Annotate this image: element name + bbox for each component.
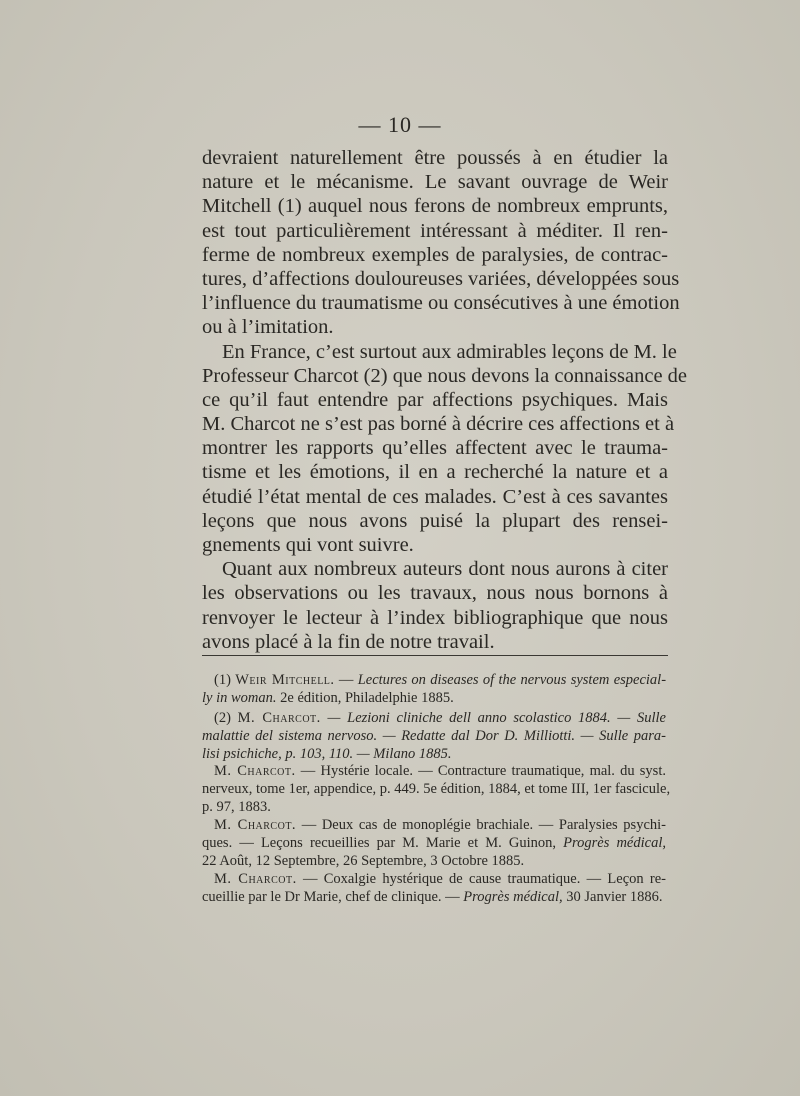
- text-line: tisme et les émotions, il en a recherché la nature et a: [202, 461, 668, 484]
- footnote-marker: (2): [214, 709, 231, 726]
- footnote-1: (1) Weir Mitchell. — Lectures on diseases of the nervous system especial- ly in woman. 2e édition, Philadelphie 1885.: [202, 672, 667, 706]
- footnote-3: M. Charcot. — Hystérie locale. — Contracture traumatique, mal. du syst. nerveux, tome 1er, appendice, p. 449. 5e édition, 1884, et tome III, 1er fascicule, p. 97, 1883.: [202, 763, 671, 816]
- text-line: M. Charcot ne s’est pas borné à décrire ces affections et à: [202, 413, 675, 436]
- text-line: ce qu’il faut entendre par affections psychiques. Mais: [202, 388, 668, 411]
- text-line: ferme de nombreux exemples de paralysies, de contrac-: [202, 243, 668, 266]
- text-line: montrer les rapports qu’elles affectent avec le trauma-: [202, 437, 668, 460]
- footnote-2: (2) M. Charcot. — Lezioni cliniche dell anno scolastico 1884. — Sulle malattie del sistema nervoso. — Redatte dal Dor D. Milliotti. — Sulle para- lisi psichiche, p. 103, 110. — Milano 1885.: [202, 709, 666, 762]
- footnote-4: M. Charcot. — Deux cas de monoplégie brachiale. — Paralysies psychi- ques. — Leçons recueillies par M. Marie et M. Guinon, Progrès médical, 22 Août, 12 Septembre, 26 Septembre, 3 Octobre 1885.: [202, 817, 666, 869]
- footnote-author: M. Charcot.: [237, 709, 321, 726]
- text-line: gnements qui vont suivre.: [202, 534, 414, 556]
- main-text: [202, 146, 688, 654]
- paragraph-1: [202, 146, 680, 340]
- text-line: Professeur Charcot (2) que nous devons la connaissance de: [202, 364, 688, 387]
- footnote-author: M. Charcot.: [214, 763, 296, 780]
- text-line: l’influence du traumatisme ou consécutives à une émotion: [202, 292, 680, 315]
- text-line: ou à l’imitation.: [202, 316, 334, 339]
- footnote-author: Weir Mitchell.: [235, 672, 335, 688]
- text-line: En France, c’est surtout aux admirables leçons de M. le: [222, 340, 677, 363]
- text-line: renvoyer le lecteur à l’index bibliographique que nous: [202, 606, 668, 629]
- text-line: étudié l’état mental de ces malades. C’est à ces savantes: [202, 485, 668, 508]
- footnote-title: ly in woman.: [202, 689, 277, 706]
- text-line: Mitchell (1) auquel nous ferons de nombreux emprunts,: [202, 195, 668, 218]
- text-line: Quant aux nombreux auteurs dont nous aurons à citer: [222, 558, 668, 581]
- text-line: nature et le mécanisme. Le savant ouvrage de Weir: [202, 171, 668, 194]
- text-line: devraient naturellement être poussés à en étudier la: [202, 147, 668, 169]
- footnote-marker: (1): [214, 672, 231, 688]
- footnote-author: M. Charcot.: [214, 870, 297, 887]
- footnote-author: M. Charcot.: [214, 817, 297, 834]
- text-line: est tout particulièrement intéressant à méditer. Il ren-: [202, 219, 668, 242]
- footnotes: [202, 672, 671, 907]
- text-line: tures, d’affections douloureuses variées, développées sous: [202, 267, 680, 290]
- text-line: les observations ou les travaux, nous nous bornons à: [202, 582, 668, 605]
- footnote-5: M. Charcot. — Coxalgie hystérique de cause traumatique. — Leçon re- cueillie par le Dr Marie, chef de clinique. — Progrès médical, 30 Janvier 1886.: [202, 870, 666, 905]
- paragraph-3: [202, 557, 668, 654]
- text-line: avons placé à la fin de notre travail.: [202, 630, 495, 653]
- page-number: — 10 —: [358, 112, 442, 137]
- paragraph-2: [202, 340, 688, 558]
- text-line: leçons que nous avons puisé la plupart des rensei-: [202, 509, 668, 532]
- footnote-title: Lectures on diseases of the nervous system especial-: [357, 672, 667, 688]
- footnote-divider: [202, 655, 668, 656]
